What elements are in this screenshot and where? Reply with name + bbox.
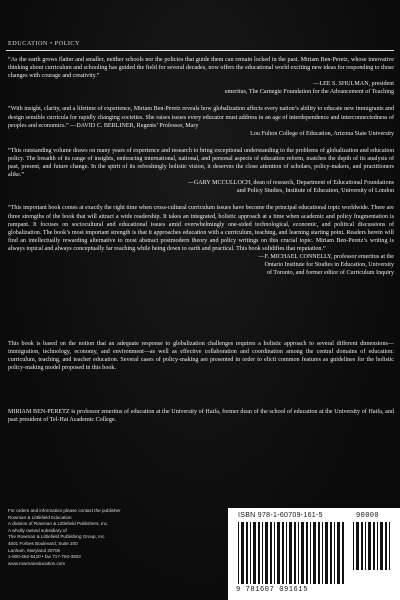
barcode-bar — [356, 522, 359, 570]
publisher-line: Rowman & Littlefield Education — [8, 514, 72, 520]
blurb-attribution: Lou Fulton College of Education, Arizona State University — [250, 130, 394, 137]
author-name: MIRIAM BEN-PERETZ — [8, 409, 70, 415]
barcode-bar — [310, 522, 311, 584]
publisher-line: 4501 Forbes Boulevard, Suite 200 — [8, 540, 78, 546]
barcode-bar — [298, 522, 299, 584]
blurb-quote: “As the earth grows flatter and smaller, neither schools nor the policies that guide them can remain locked in the past. Miriam Ben-Peretz, whose innovative thinking about curriculum and schooling has guided the field for several decades, now offers the educational world exciting new ideas for responding to those changes with courage and creativity.” — [8, 57, 394, 80]
barcode-bar — [241, 522, 244, 584]
blurb-attribution: —LEE S. SHULMAN, president — [313, 81, 394, 88]
blurb-quote: “This important book comes at exactly the right time when cross-cultural curriculum issues have become the principal educational topic worldwide. There are three strengths of the book that will attract a wide readership. It takes an integrated, holistic approach at a time when academic and policy fragmentation is rampant. It focuses on sociocultural and educational issues amid overwhelmingly one-sided technological, economic, and political discussions of globalization. The book’s most important strength is that it approaches education with a curriculum, teaching, and learning starting point. Readers herein will find an intellectually rewarding alternative to most abstract postmodern theory and policy writings on this crucial topic. Miriam Ben-Peretz’s writing is always topical and always conceptually far reaching while being down to earth and practical. This book solidifies that reputation.” — [8, 205, 394, 252]
barcode-bar — [250, 522, 251, 584]
barcode-bar — [368, 522, 371, 570]
barcode-bar — [373, 522, 375, 570]
barcode-bar — [270, 522, 272, 584]
barcode-bar — [322, 522, 323, 584]
barcode-bar — [282, 522, 284, 584]
category-label: EDUCATION • POLICY — [8, 40, 81, 47]
blurb-attribution: and Policy Studies, Institute of Education, University of London — [236, 188, 394, 195]
author-bio — [8, 408, 394, 424]
blurb-attribution: —GARY MCCULLOCH, dean of research, Department of Educational Foundations — [187, 180, 394, 187]
blurb-quote: “With insight, clarity, and a lifetime of experience, Miriam Ben-Peretz reveals how globalization affects every nation’s ability to educate new immigrants and design sensible curricula for rapidly changing societies. She raises issues every educator must address in an age of interdependence and interconnectedness of peoples and economics.” —DAVID C. BERLINER, Regents’ Professor, Mary — [8, 106, 394, 129]
barcode-digits: 9 781607 091615 — [236, 586, 309, 594]
barcode-bar — [334, 522, 335, 584]
publisher-line: For orders and information please contact the publisher — [8, 508, 121, 513]
blurb-attribution: Ontario Institute for Studies in Education, University — [264, 262, 394, 269]
price-code: 90000 — [356, 512, 380, 520]
barcode-bar — [289, 522, 292, 584]
blurb-attribution: of Toronto, and former editor of Curriculum Inquiry — [266, 270, 394, 277]
barcode-bar — [253, 522, 256, 584]
blurb-shulman — [8, 56, 394, 96]
barcode-bar — [353, 522, 354, 570]
barcode-bar — [365, 522, 366, 570]
author-bio-text: is professor emeritus of education at the University of Haifa, former dean of the school of education at the University of Haifa, and past president of Tel-Hai Academic College. — [8, 409, 394, 424]
barcode-bar — [377, 522, 378, 570]
book-description: This book is based on the notion that an adequate response to globalization challenges requires a holistic approach to several different dimensions—immigration, technology, economy, and environment—as well as effective collaboration and coordination among the central domains of education: curriculum, teaching, and teacher education. Several cases of policy-making are presented in order to elicit common features as guidelines for the holistic policy-making model proposed in this book. — [8, 341, 394, 372]
barcode-bar — [246, 522, 248, 584]
blurb-quote: “This outstanding volume draws on many years of experience and research to bring exceptional understanding to the problems of globalization and education policy. The breadth of its range of insights, embracing international, national, and personal aspects of education reform, matches the depth of its analysis of past, present, and future change. In the spirit of its refreshingly holistic vision, it deserves the close attention of scholars, policy-makers, and practitioners alike.” — [8, 147, 394, 179]
blurb-mcculloch — [8, 147, 394, 196]
publisher-info — [8, 508, 148, 567]
barcode-bar — [277, 522, 280, 584]
barcode-bar — [286, 522, 287, 584]
barcode-bar — [385, 522, 387, 570]
barcode-panel — [228, 508, 400, 600]
blurb-attribution: —F. MICHAEL CONNELLY, professor emeritus at the — [258, 253, 394, 260]
publisher-website: www.rowmaneducation.com — [8, 560, 66, 566]
barcode-bar — [318, 522, 320, 584]
barcode-bar — [389, 522, 390, 570]
barcode-bar — [330, 522, 332, 584]
barcode-bar — [361, 522, 363, 570]
barcode-bar — [294, 522, 296, 584]
publisher-line: Lanham, Maryland 20706 — [8, 547, 61, 553]
publisher-line: 1-800-462-6420 • fax 717-794-3803 — [8, 554, 81, 560]
isbn-text: ISBN 978-1-60709-161-5 — [238, 512, 323, 519]
publisher-line: The Rowman & Littlefield Publishing Group, Inc. — [8, 534, 106, 540]
barcode-bar — [306, 522, 308, 584]
barcode-bar — [262, 522, 263, 584]
barcode-bar — [265, 522, 268, 584]
barcode-bar — [274, 522, 275, 584]
barcode-bar — [380, 522, 383, 570]
barcode-bar — [238, 522, 239, 584]
barcode-bar — [342, 522, 344, 584]
divider — [6, 50, 394, 51]
endorsement-blurbs — [8, 56, 394, 286]
blurb-berliner — [8, 105, 394, 137]
publisher-line: A wholly owned subsidiary of — [8, 527, 67, 533]
barcode-bar — [325, 522, 328, 584]
barcode-bar — [337, 522, 340, 584]
blurb-attribution: emeritus, The Carnegie Foundation for the Advancement of Teaching — [224, 89, 394, 96]
barcode-icon — [238, 522, 348, 586]
publisher-line: A division of Rowman & Littlefield Publishers, Inc. — [8, 521, 109, 527]
barcode-bar — [258, 522, 260, 584]
price-barcode-icon — [353, 522, 393, 572]
barcode-bar — [313, 522, 316, 584]
barcode-bar — [301, 522, 304, 584]
blurb-connelly — [8, 204, 394, 277]
